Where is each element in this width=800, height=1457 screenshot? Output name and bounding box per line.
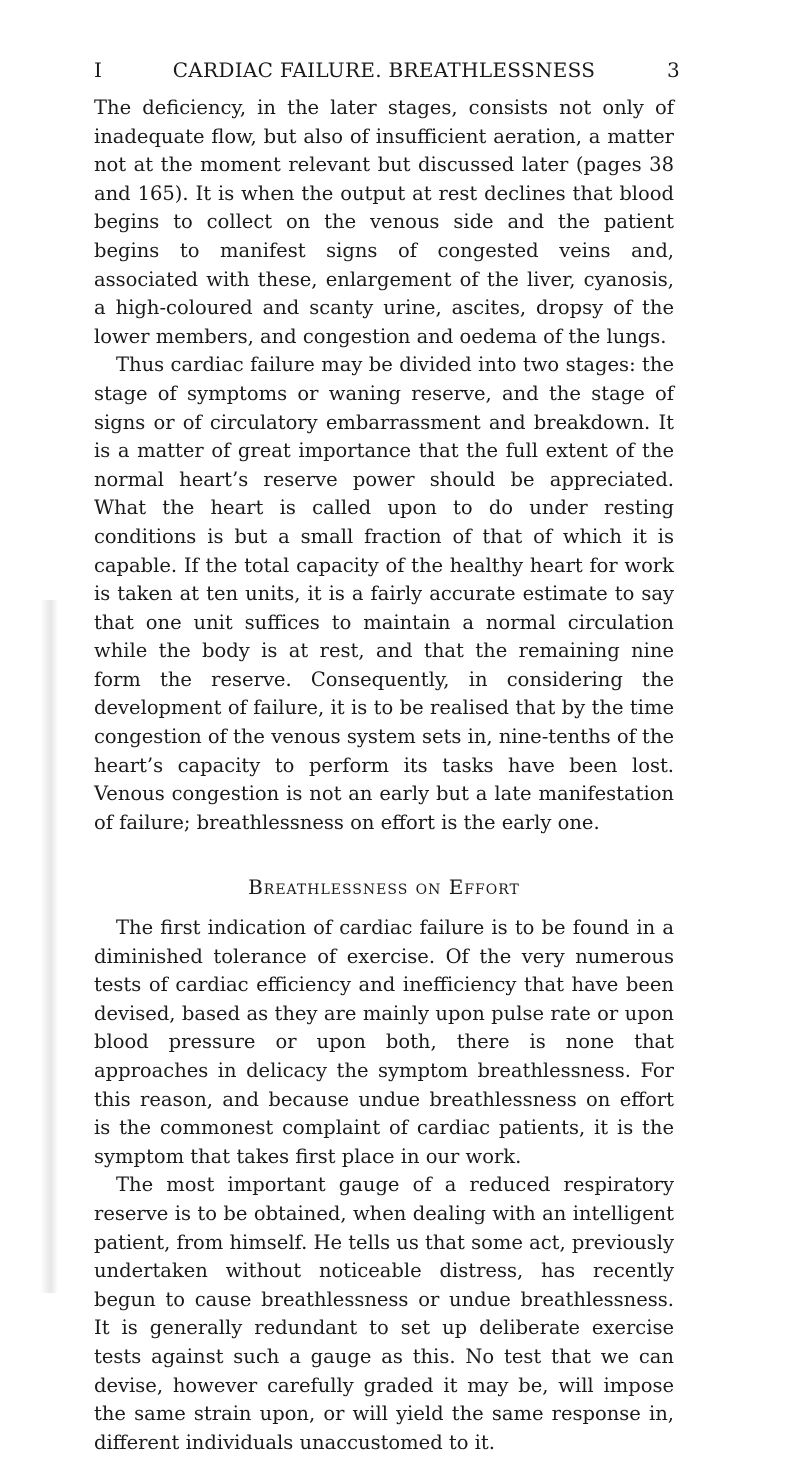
binding-gutter-shadow bbox=[40, 600, 58, 1293]
chapter-number: I bbox=[94, 58, 103, 82]
running-head bbox=[94, 58, 680, 86]
paragraph: The most important gauge of a reduced respiratory reserve is to be obtained, when dealing with an intelligent patient, from himself. He tells us that some act, previously undertaken without noticeable distress, has recently begun to cause breathlessness or undue breathlessness. It is generally redundant to set up deliberate exercise tests against such a gauge as this. No test that we can devise, however carefully graded it may be, will impose the same strain upon, or will yield the same response in, different individuals unaccustomed to it. bbox=[94, 1173, 675, 1454]
running-title: CARDIAC FAILURE. BREATHLESSNESS bbox=[172, 58, 596, 82]
page-number: 3 bbox=[666, 58, 680, 82]
body-text bbox=[94, 94, 674, 1457]
section-heading: Breathlessness on Effort bbox=[248, 875, 520, 900]
paragraph: The deficiency, in the later stages, consists not only of inadequate flow, but also of insufficient aeration, a matter not at the moment relevant but discussed later (pages 38 and 165). It is when the output at rest declines that blood begins to collect on the venous side and the patient begins to manifest signs of congested veins and, associated with these, enlargement of the liver, cyanosis, a high-coloured and scanty urine, ascites, dropsy of the lower members, and congestion and oedema of the lungs. bbox=[94, 96, 674, 348]
paragraph: The first indication of cardiac failure is to be found in a diminished tolerance of exercise. Of the very numerous tests of cardiac efficiency and inefficiency that have been devised, based as they are mainly upon pulse rate or upon blood pressure or upon both, there is none that approaches in delicacy the symptom breathlessness. For this reason, and because undue breathlessness on effort is the commonest complaint of cardiac patients, it is the symptom that takes first place in our work. bbox=[94, 916, 674, 1168]
paragraph: Thus cardiac failure may be divided into two stages: the stage of symptoms or waning reserve, and the stage of signs or of circulatory embarrassment and breakdown. It is a matter of great importance that the full extent of the normal heart’s reserve power should be appreciated. What the heart is called upon to do under resting conditions is but a small fraction of that of which it is capable. If the total capacity of the healthy heart for work is taken at ten units, it is a fairly accurate estimate to say that one unit suffices to maintain a normal circulation while the body is at rest, and that the remaining nine form the reserve. Consequently, in considering the development of failure, it is to be realised that by the time congestion of the venous system sets in, nine-tenths of the heart’s capacity to perform its tasks have been lost. Venous congestion is not an early but a late manifestation of failure; breathlessness on effort is the early one. bbox=[94, 353, 674, 834]
